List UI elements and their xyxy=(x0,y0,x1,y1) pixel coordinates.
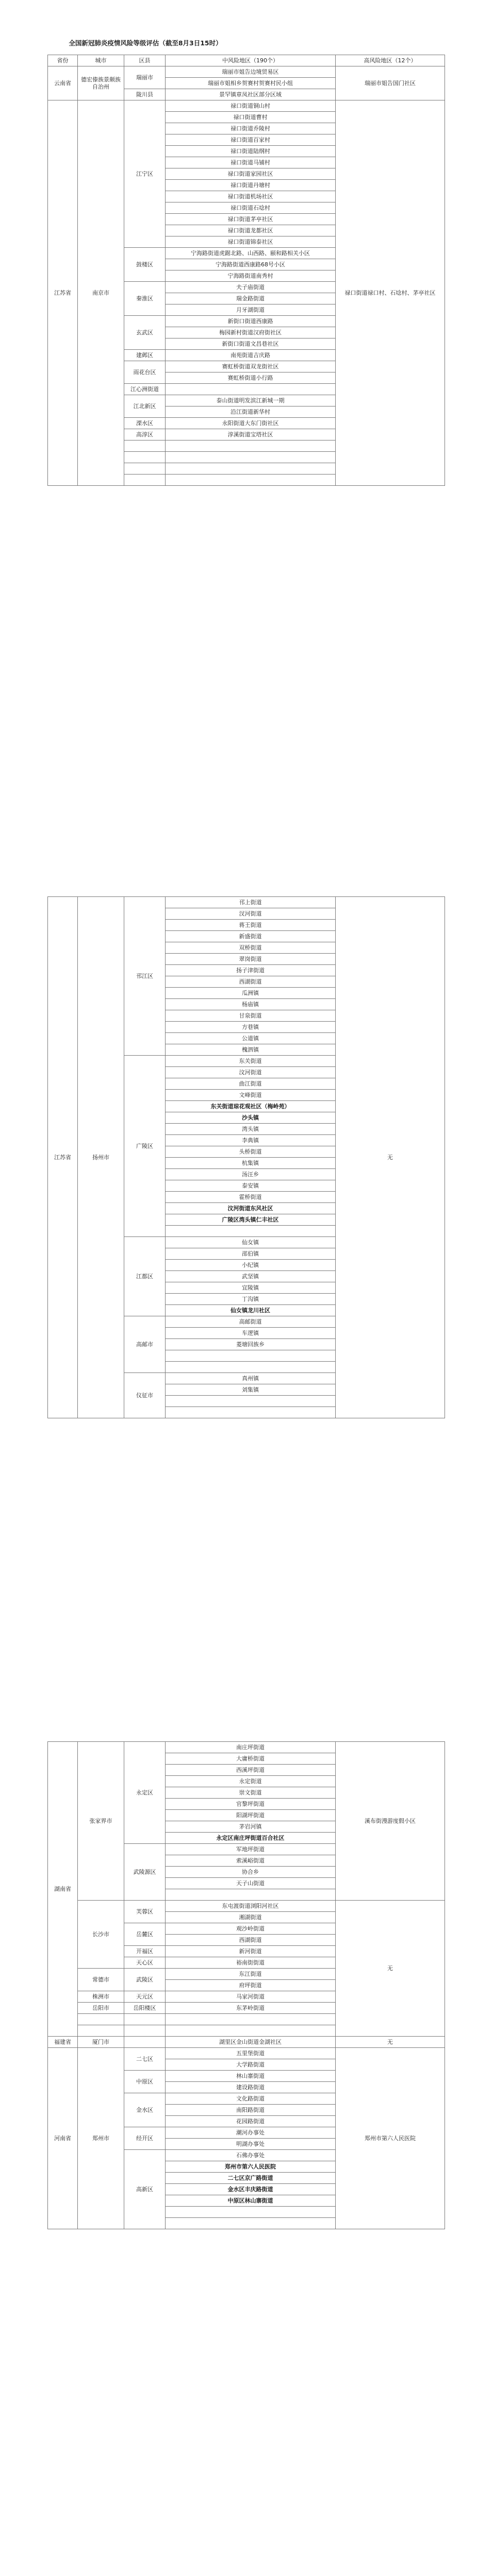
mid-risk-area: 梅园新村街道汉府街社区 xyxy=(166,327,336,338)
district-cell: 永定区 xyxy=(124,1742,166,1844)
mid-risk-area xyxy=(166,452,336,463)
district-cell xyxy=(124,2025,166,2037)
mid-risk-area: 沿江街道新华村 xyxy=(166,406,336,418)
mid-risk-area: 大庸桥街道 xyxy=(166,1753,336,1765)
city-cell: 岳阳市 xyxy=(78,2003,124,2014)
mid-risk-area: 裕南街街道 xyxy=(166,1957,336,1969)
header-district: 区县 xyxy=(124,55,166,66)
mid-risk-area: 曲江街道 xyxy=(166,1078,336,1090)
mid-risk-area: 宁海路街道南秀村 xyxy=(166,270,336,282)
table-row xyxy=(48,66,445,78)
mid-risk-area: 永阳街道大东门街社区 xyxy=(166,418,336,429)
mid-risk-area: 丁沟镇 xyxy=(166,1294,336,1305)
mid-risk-area: 大学路街道 xyxy=(166,2059,336,2071)
mid-risk-area: 南庄坪街道 xyxy=(166,1742,336,1753)
table-row xyxy=(48,2037,445,2048)
mid-risk-area: 新盛街道 xyxy=(166,931,336,942)
mid-risk-area: 明湖办事处 xyxy=(166,2139,336,2150)
mid-risk-area: 永定区南庄坪街道百合社区 xyxy=(166,1833,336,1844)
table-row xyxy=(48,2048,445,2059)
mid-risk-area: 花园路街道 xyxy=(166,2116,336,2127)
mid-risk-area: 禄口街道马铺村 xyxy=(166,157,336,168)
header-province: 省份 xyxy=(48,55,78,66)
mid-risk-area: 建设路街道 xyxy=(166,2082,336,2093)
mid-risk-area: 观沙岭街道 xyxy=(166,1923,336,1935)
district-cell: 广陵区 xyxy=(124,1056,166,1237)
mid-risk-area: 仙女镇龙川社区 xyxy=(166,1305,336,1316)
mid-risk-area: 宁海路街道虎踞北路、山西路、颐和路相关小区 xyxy=(166,248,336,259)
mid-risk-area: 仙女镇 xyxy=(166,1237,336,1248)
mid-risk-area: 淳溪街道宝塔社区 xyxy=(166,429,336,440)
high-risk-area: 郑州市第六人民医院 xyxy=(336,2048,445,2229)
mid-risk-area: 蒋王街道 xyxy=(166,920,336,931)
mid-risk-area: 协合乡 xyxy=(166,1867,336,1878)
mid-risk-area xyxy=(166,2014,336,2025)
city-cell: 厦门市 xyxy=(78,2037,124,2048)
high-risk-area: 无 xyxy=(336,2037,445,2048)
province-cell: 河南省 xyxy=(48,2048,78,2229)
mid-risk-area: 西湖街道 xyxy=(166,976,336,988)
mid-risk-area: 车逻镇 xyxy=(166,1328,336,1339)
mid-risk-area: 高邮街道 xyxy=(166,1316,336,1328)
mid-risk-area: 中原区林山寨街道 xyxy=(166,2195,336,2207)
mid-risk-area: 府坪街道 xyxy=(166,1980,336,1991)
mid-risk-area: 真州镇 xyxy=(166,1373,336,1384)
mid-risk-area: 霍桥街道 xyxy=(166,1192,336,1203)
district-cell: 天心区 xyxy=(124,1957,166,1969)
mid-risk-area: 天子山街道 xyxy=(166,1878,336,1889)
district-cell xyxy=(124,2037,166,2048)
mid-risk-area: 东关街道琼花观社区（梅岭苑） xyxy=(166,1101,336,1112)
mid-risk-area: 禄口街道曹村 xyxy=(166,112,336,123)
mid-risk-area: 菱塘回族乡 xyxy=(166,1339,336,1350)
district-cell: 溧水区 xyxy=(124,418,166,429)
mid-risk-area: 泰安镇 xyxy=(166,1180,336,1192)
province-cell: 江苏省 xyxy=(48,897,78,1418)
mid-risk-area: 西溪坪街道 xyxy=(166,1765,336,1776)
mid-risk-area xyxy=(166,1350,336,1362)
district-cell: 建邺区 xyxy=(124,350,166,361)
district-cell: 江都区 xyxy=(124,1237,166,1316)
mid-risk-area: 翠岗街道 xyxy=(166,954,336,965)
mid-risk-area: 湾头镇 xyxy=(166,1124,336,1135)
mid-risk-area: 禄口街道铜山村 xyxy=(166,100,336,112)
mid-risk-area: 头桥街道 xyxy=(166,1146,336,1158)
mid-risk-area xyxy=(166,2218,336,2229)
high-risk-area: 瑞丽市姐告国门社区 xyxy=(336,66,445,100)
mid-risk-area: 东屯渡街道浏阳河社区 xyxy=(166,1901,336,1912)
mid-risk-area: 索溪峪街道 xyxy=(166,1855,336,1867)
district-cell: 开福区 xyxy=(124,1946,166,1957)
mid-risk-area: 南阳路街道 xyxy=(166,2105,336,2116)
mid-risk-area: 公道镇 xyxy=(166,1033,336,1044)
table-row xyxy=(48,1901,445,1912)
mid-risk-area xyxy=(166,440,336,452)
city-cell xyxy=(78,2025,124,2037)
city-cell: 常德市 xyxy=(78,1969,124,1991)
province-cell: 江苏省 xyxy=(48,100,78,486)
mid-risk-area: 赛虹桥街道小行路 xyxy=(166,372,336,384)
district-cell: 瑞丽市 xyxy=(124,66,166,89)
mid-risk-area: 小纪镇 xyxy=(166,1260,336,1271)
district-cell: 高新区 xyxy=(124,2150,166,2229)
mid-risk-area: 东关街道 xyxy=(166,1056,336,1067)
city-cell: 郑州市 xyxy=(78,2048,124,2229)
district-cell: 陇川县 xyxy=(124,89,166,100)
district-cell: 秦淮区 xyxy=(124,282,166,316)
mid-risk-area: 禄口街道陆纲村 xyxy=(166,146,336,157)
city-cell: 南京市 xyxy=(78,100,124,486)
province-cell: 福建省 xyxy=(48,2037,78,2048)
mid-risk-area: 邗上街道 xyxy=(166,897,336,908)
city-cell: 德宏傣族景颇族自治州 xyxy=(78,66,124,100)
mid-risk-area: 汶河街道 xyxy=(166,1067,336,1078)
mid-risk-area: 武坚镇 xyxy=(166,1271,336,1282)
district-cell: 岳阳楼区 xyxy=(124,2003,166,2014)
district-cell: 江北新区 xyxy=(124,395,166,418)
mid-risk-area: 林山寨街道 xyxy=(166,2071,336,2082)
mid-risk-area: 金水区丰庆路街道 xyxy=(166,2184,336,2195)
mid-risk-area: 双桥街道 xyxy=(166,942,336,954)
mid-risk-area: 东茅岭街道 xyxy=(166,2003,336,2014)
mid-risk-area: 景罕镇章凤社区部分区域 xyxy=(166,89,336,100)
mid-risk-area: 汊河街道 xyxy=(166,908,336,920)
city-cell: 株洲市 xyxy=(78,1991,124,2003)
district-cell xyxy=(124,2014,166,2025)
mid-risk-area: 马家河街道 xyxy=(166,1991,336,2003)
mid-risk-area: 二七区京广路街道 xyxy=(166,2173,336,2184)
mid-risk-area: 茅岩河镇 xyxy=(166,1821,336,1833)
district-cell xyxy=(124,474,166,486)
province-cell: 湖南省 xyxy=(48,1742,78,2037)
mid-risk-area: 五里堡街道 xyxy=(166,2048,336,2059)
city-cell: 扬州市 xyxy=(78,897,124,1418)
page-title: 全国新冠肺炎疫情风险等级评估（截至8月3日15时） xyxy=(69,39,222,47)
mid-risk-area: 汤汪乡 xyxy=(166,1169,336,1180)
mid-risk-area: 甘泉街道 xyxy=(166,1010,336,1022)
mid-risk-area: 西湖街道 xyxy=(166,1935,336,1946)
mid-risk-area: 杨庙镇 xyxy=(166,999,336,1010)
mid-risk-area: 湘湖街道 xyxy=(166,1912,336,1923)
header-high-risk: 高风险地区（12个） xyxy=(336,55,445,66)
mid-risk-area: 郑州市第六人民医院 xyxy=(166,2161,336,2173)
district-cell xyxy=(124,463,166,474)
mid-risk-area xyxy=(166,1407,336,1418)
mid-risk-area xyxy=(166,384,336,395)
district-cell: 芙蓉区 xyxy=(124,1901,166,1923)
city-cell: 长沙市 xyxy=(78,1901,124,1969)
mid-risk-area: 瑞丽市姐告边境贸易区 xyxy=(166,66,336,78)
mid-risk-area: 泰山街道明发滨江新城一期 xyxy=(166,395,336,406)
mid-risk-area: 汶河街道东风社区 xyxy=(166,1203,336,1214)
high-risk-area: 溪布街漫游度假小区 xyxy=(336,1742,445,1901)
mid-risk-area: 扬子津街道 xyxy=(166,965,336,976)
mid-risk-area: 新街口街道西康路 xyxy=(166,316,336,327)
district-cell: 经开区 xyxy=(124,2127,166,2150)
district-cell: 岳麓区 xyxy=(124,1923,166,1946)
mid-risk-area: 禄口街道石埝村 xyxy=(166,202,336,214)
mid-risk-area: 槐泗镇 xyxy=(166,1044,336,1056)
mid-risk-area: 瑞丽市姐相乡贺赛村贺赛村民小组 xyxy=(166,78,336,89)
mid-risk-area: 官黎坪街道 xyxy=(166,1799,336,1810)
mid-risk-area: 邵伯镇 xyxy=(166,1248,336,1260)
district-cell: 邗江区 xyxy=(124,897,166,1056)
mid-risk-area xyxy=(166,474,336,486)
mid-risk-area: 夫子庙街道 xyxy=(166,282,336,293)
mid-risk-area: 禄口街道机场社区 xyxy=(166,191,336,202)
mid-risk-area: 军地坪街道 xyxy=(166,1844,336,1855)
mid-risk-area xyxy=(166,1362,336,1373)
mid-risk-area: 禄口街道丹塘村 xyxy=(166,180,336,191)
risk-table-3 xyxy=(47,1741,445,2229)
table-row xyxy=(48,1742,445,1753)
table-row xyxy=(48,897,445,908)
mid-risk-area: 方巷镇 xyxy=(166,1022,336,1033)
mid-risk-area: 李典镇 xyxy=(166,1135,336,1146)
mid-risk-area xyxy=(166,1396,336,1407)
mid-risk-area: 广陵区湾头镇仁丰社区 xyxy=(166,1214,336,1226)
high-risk-area: 无 xyxy=(336,1901,445,2037)
district-cell: 江宁区 xyxy=(124,100,166,248)
district-cell: 雨花台区 xyxy=(124,361,166,384)
province-cell: 云南省 xyxy=(48,66,78,100)
high-risk-area: 无 xyxy=(336,897,445,1418)
high-risk-area: 禄口街道禄口村、石埝村、茅亭社区 xyxy=(336,100,445,486)
mid-risk-area: 沙头镇 xyxy=(166,1112,336,1124)
city-cell: 张家界市 xyxy=(78,1742,124,1901)
district-cell: 中原区 xyxy=(124,2071,166,2093)
table-row xyxy=(48,100,445,112)
mid-risk-area xyxy=(166,463,336,474)
mid-risk-area xyxy=(166,1226,336,1237)
mid-risk-area: 东江街道 xyxy=(166,1969,336,1980)
mid-risk-area: 禄口街道茅亭社区 xyxy=(166,214,336,225)
mid-risk-area: 崇文街道 xyxy=(166,1787,336,1799)
mid-risk-area: 瑞金路街道 xyxy=(166,293,336,304)
mid-risk-area: 宜陵镇 xyxy=(166,1282,336,1294)
mid-risk-area: 阳湖坪街道 xyxy=(166,1810,336,1821)
district-cell: 天元区 xyxy=(124,1991,166,2003)
mid-risk-area: 文化路街道 xyxy=(166,2093,336,2105)
district-cell: 金水区 xyxy=(124,2093,166,2127)
mid-risk-area xyxy=(166,1889,336,1901)
mid-risk-area: 宁海路街道西康路68号小区 xyxy=(166,259,336,270)
mid-risk-area: 瓜洲镇 xyxy=(166,988,336,999)
mid-risk-area: 禄口街道百家村 xyxy=(166,134,336,146)
table-header-row xyxy=(48,55,445,66)
mid-risk-area: 新河街道 xyxy=(166,1946,336,1957)
mid-risk-area: 禄口街道锦泰社区 xyxy=(166,236,336,248)
district-cell: 高淳区 xyxy=(124,429,166,440)
mid-risk-area: 月牙湖街道 xyxy=(166,304,336,316)
mid-risk-area: 文峰街道 xyxy=(166,1090,336,1101)
risk-table-2 xyxy=(47,896,445,1418)
risk-table-1 xyxy=(47,55,445,486)
district-cell: 玄武区 xyxy=(124,316,166,350)
city-cell xyxy=(78,2014,124,2025)
district-cell: 二七区 xyxy=(124,2048,166,2071)
mid-risk-area: 杭集镇 xyxy=(166,1158,336,1169)
mid-risk-area: 禄口街道家园社区 xyxy=(166,168,336,180)
district-cell: 仪征市 xyxy=(124,1373,166,1418)
mid-risk-area: 禄口街道乔陵村 xyxy=(166,123,336,134)
district-cell: 武陵区 xyxy=(124,1969,166,1991)
header-city: 城市 xyxy=(78,55,124,66)
mid-risk-area: 石佛办事处 xyxy=(166,2150,336,2161)
mid-risk-area: 禄口街道龙都社区 xyxy=(166,225,336,236)
mid-risk-area xyxy=(166,2025,336,2037)
header-mid-risk: 中风险地区（190个） xyxy=(166,55,336,66)
mid-risk-area: 南苑街道吉庆路 xyxy=(166,350,336,361)
district-cell: 江心洲街道 xyxy=(124,384,166,395)
mid-risk-area: 永定街道 xyxy=(166,1776,336,1787)
mid-risk-area: 新街口街道文昌巷社区 xyxy=(166,338,336,350)
mid-risk-area: 赛虹桥街道双龙街社区 xyxy=(166,361,336,372)
mid-risk-area xyxy=(166,2207,336,2218)
district-cell: 武陵源区 xyxy=(124,1844,166,1901)
district-cell xyxy=(124,440,166,452)
mid-risk-area: 潮河办事处 xyxy=(166,2127,336,2139)
district-cell: 高邮市 xyxy=(124,1316,166,1373)
mid-risk-area: 湖里区金山街道金湖社区 xyxy=(166,2037,336,2048)
district-cell xyxy=(124,452,166,463)
mid-risk-area: 刘集镇 xyxy=(166,1384,336,1396)
district-cell: 鼓楼区 xyxy=(124,248,166,282)
